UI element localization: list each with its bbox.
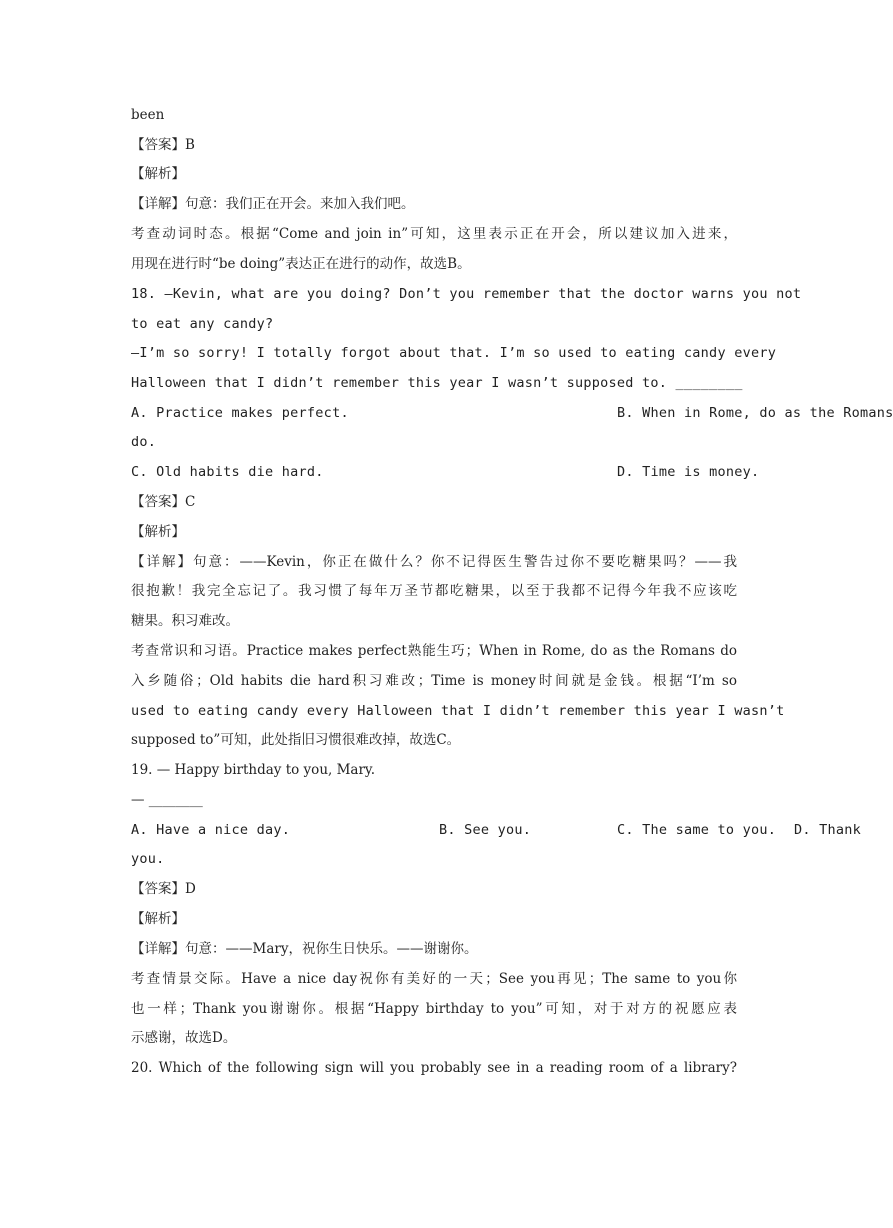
answer-label: 【答案】D: [131, 881, 196, 897]
question-stem: —I’m so sorry! I totally forgot about that. I’m so used to eating candy every: [131, 345, 777, 361]
detail-line: 考查动词时态。根据“Come and join in”可知，这里表示正在开会，所以建议加入进来，: [131, 226, 737, 242]
detail-line: 也一样；Thank you谢谢你。根据“Happy birthday to you”可知，对于对方的祝愿应表: [131, 1001, 737, 1017]
detail-line: 用现在进行时“be doing”表达正在进行的动作，故选B。: [131, 256, 471, 272]
question-stem: — ________: [131, 792, 203, 808]
option-c: C. Old habits die hard.: [131, 464, 324, 480]
analysis-label: 【解析】: [131, 524, 185, 540]
answer-label: 【答案】C: [131, 494, 196, 510]
question-stem: 19. — Happy birthday to you, Mary.: [131, 762, 376, 778]
analysis-label: 【解析】: [131, 911, 185, 927]
answer-label: 【答案】B: [131, 137, 195, 153]
question-stem: Halloween that I didn’t remember this year I wasn’t supposed to. ________: [131, 375, 743, 391]
detail-line: 示感谢，故选D。: [131, 1030, 237, 1046]
detail-line: 【详解】句意：我们正在开会。来加入我们吧。: [131, 196, 415, 212]
question-stem: to eat any candy?: [131, 316, 274, 332]
detail-line: 入乡随俗；Old habits die hard积习难改；Time is money时间就是金钱。根据“I’m so: [131, 673, 737, 689]
options-row: [131, 457, 760, 487]
option-a: A. Have a nice day.: [131, 822, 291, 838]
detail-line: 考查情景交际。Have a nice day祝你有美好的一天；See you再见；The same to you你: [131, 971, 737, 987]
detail-line: used to eating candy every Halloween that I didn’t remember this year I wasn’t: [131, 703, 785, 719]
detail-line: 【详解】句意：——Kevin，你正在做什么？你不记得医生警告过你不要吃糖果吗？——我: [131, 554, 737, 570]
option-d: D. Thank: [794, 822, 862, 838]
detail-line: 糖果。积习难改。: [131, 613, 239, 629]
detail-line: 考查常识和习语。Practice makes perfect熟能生巧；When in Rome, do as the Romans do: [131, 643, 737, 659]
options-row: [131, 398, 893, 428]
option-a: A. Practice makes perfect.: [131, 405, 349, 421]
question-stem: 20. Which of the following sign will you probably see in a reading room of a library?: [131, 1060, 737, 1076]
question-stem: 18. —Kevin, what are you doing? Don’t you remember that the doctor warns you not: [131, 286, 802, 302]
text-line: been: [131, 107, 165, 123]
option-c: C. The same to you.: [617, 822, 777, 838]
option-b: B. See you.: [439, 822, 532, 838]
option-b-continued: do.: [131, 434, 157, 450]
option-b: B. When in Rome, do as the Romans: [617, 405, 893, 421]
detail-line: supposed to”可知，此处指旧习惯很难改掉，故选C。: [131, 732, 461, 748]
detail-line: 【详解】句意：——Mary，祝你生日快乐。——谢谢你。: [131, 941, 478, 957]
options-row: [131, 815, 862, 845]
analysis-label: 【解析】: [131, 166, 185, 182]
detail-line: 很抱歉！我完全忘记了。我习惯了每年万圣节都吃糖果，以至于我都不记得今年我不应该吃: [131, 583, 737, 599]
option-d: D. Time is money.: [617, 464, 760, 480]
option-d-continued: you.: [131, 851, 165, 867]
